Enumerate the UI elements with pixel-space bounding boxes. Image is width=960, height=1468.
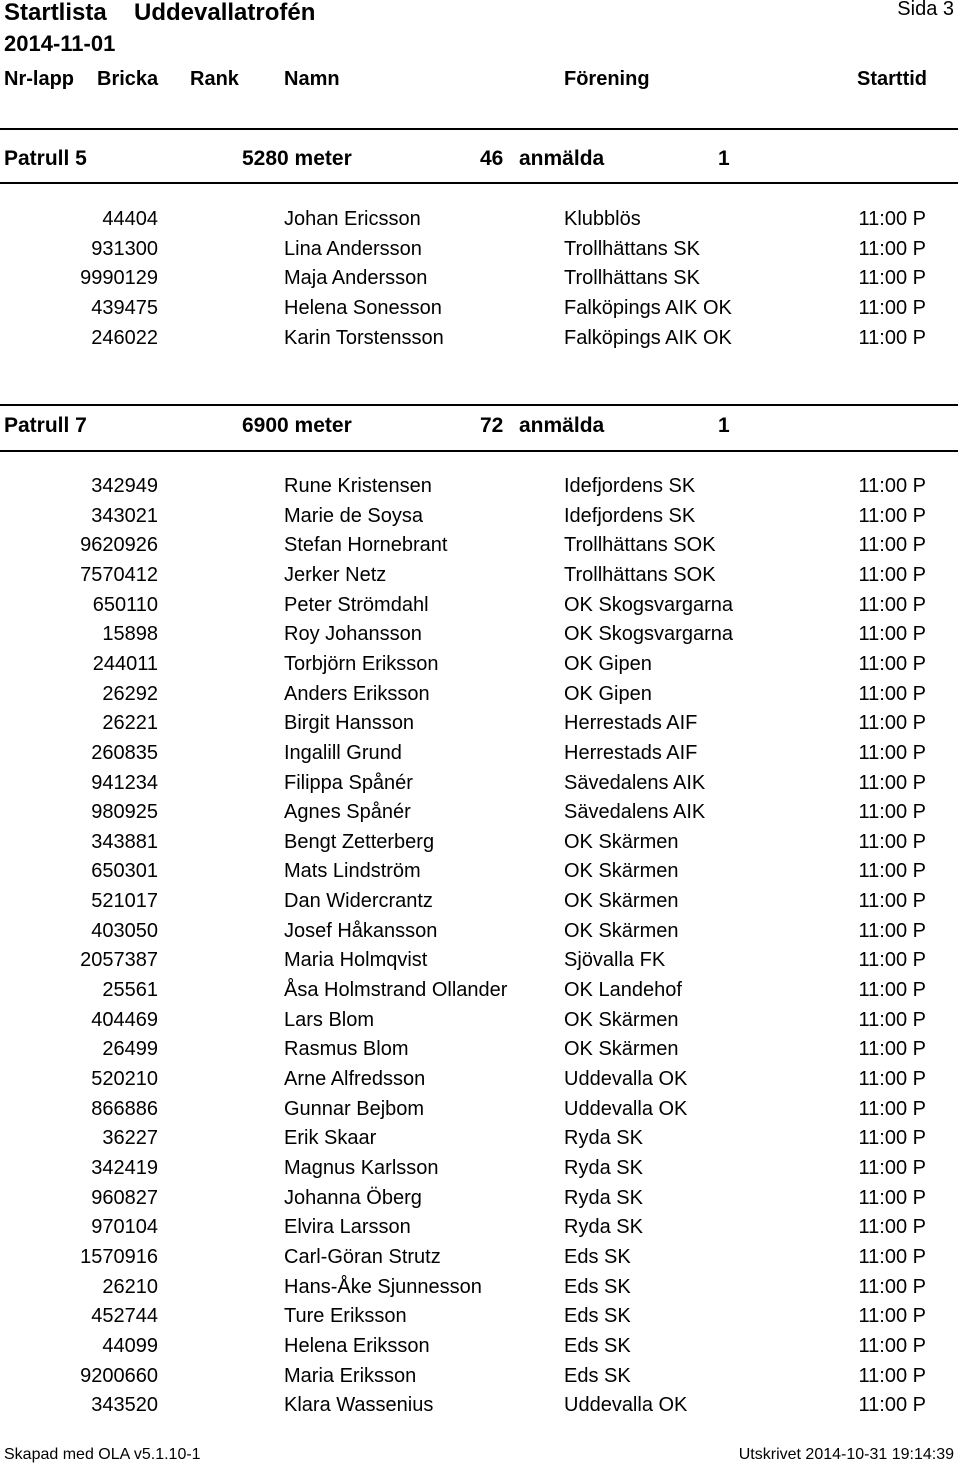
start-time: 11:00 P (858, 1364, 926, 1387)
bib-number: 260835 (91, 741, 158, 764)
table-row (0, 235, 960, 265)
bib-number: 26221 (102, 712, 158, 735)
start-time: 11:00 P (858, 297, 926, 320)
table-row (0, 946, 960, 976)
runner-name: Elvira Larsson (284, 1216, 411, 1239)
table-row (0, 502, 960, 532)
report-title: Startlista (4, 0, 107, 26)
bib-number: 521017 (91, 890, 158, 913)
runner-name: Maria Eriksson (284, 1364, 417, 1387)
col-header-bricka: Bricka (97, 68, 159, 90)
section-top-rule (0, 128, 958, 130)
runner-name: Johanna Öberg (284, 1186, 422, 1209)
start-time: 11:00 P (858, 267, 926, 290)
start-time: 11:00 P (858, 1275, 926, 1298)
club-name: Uddevalla OK (564, 1097, 688, 1120)
table-row (0, 205, 960, 235)
start-time: 11:00 P (858, 504, 926, 527)
runner-name: Lina Andersson (284, 237, 422, 260)
table-row (0, 324, 960, 354)
bib-number: 9620926 (80, 534, 158, 557)
bib-number: 15898 (102, 623, 158, 646)
bib-number: 343881 (91, 830, 158, 853)
bib-number: 26292 (102, 682, 158, 705)
bib-number: 26499 (102, 1038, 158, 1061)
runner-name: Mats Lindström (284, 860, 421, 883)
col-header-start: Starttid (857, 68, 927, 90)
table-row (0, 1213, 960, 1243)
club-name: Falköpings AIK OK (564, 297, 732, 320)
bib-number: 439475 (91, 297, 158, 320)
section-entries-count: 46 (480, 147, 504, 170)
bib-number: 9200660 (80, 1364, 158, 1387)
section-bottom-rule (0, 450, 958, 452)
club-name: Sävedalens AIK (564, 771, 706, 794)
event-date: 2014-11-01 (4, 31, 116, 56)
club-name: OK Skärmen (564, 919, 679, 942)
club-name: Idefjordens SK (564, 475, 696, 497)
club-name: OK Skärmen (564, 1038, 679, 1061)
section-class: Patrull 7 (4, 414, 87, 437)
table-row (0, 857, 960, 887)
start-time: 11:00 P (858, 830, 926, 853)
runner-name: Erik Skaar (284, 1127, 377, 1150)
runner-name: Stefan Hornebrant (284, 534, 448, 557)
bib-number: 7570412 (80, 563, 158, 586)
table-row (0, 1332, 960, 1362)
table-row (0, 709, 960, 739)
bib-number: 404469 (91, 1008, 158, 1031)
section-entries-count: 72 (480, 414, 504, 437)
bib-number: 960827 (91, 1186, 158, 1209)
club-name: Trollhättans SK (564, 237, 700, 260)
table-row (0, 1362, 960, 1392)
runner-name: Helena Sonesson (284, 297, 442, 320)
runner-name: Ingalill Grund (284, 741, 402, 764)
club-name: OK Skärmen (564, 860, 679, 883)
club-name: Ryda SK (564, 1216, 643, 1239)
start-time: 11:00 P (858, 801, 926, 824)
club-name: Sjövalla FK (564, 949, 666, 972)
table-row (0, 1184, 960, 1214)
bib-number: 44404 (102, 208, 158, 230)
club-name: OK Skogsvargarna (564, 623, 733, 646)
club-name: Eds SK (564, 1245, 631, 1268)
club-name: OK Landehof (564, 979, 682, 1002)
table-row (0, 828, 960, 858)
table-row (0, 620, 960, 650)
bib-number: 970104 (91, 1216, 158, 1239)
table-row (0, 472, 960, 502)
table-row (0, 264, 960, 294)
club-name: Ryda SK (564, 1127, 643, 1150)
start-time: 11:00 P (858, 208, 926, 230)
club-name: Idefjordens SK (564, 504, 696, 527)
club-name: Trollhättans SOK (564, 534, 716, 557)
club-name: OK Gipen (564, 652, 652, 675)
section-distance: 6900 meter (242, 414, 352, 437)
start-time: 11:00 P (858, 623, 926, 646)
runner-name: Marie de Soysa (284, 504, 423, 527)
footer-printed-at: Utskrivet 2014-10-31 19:14:39 (738, 1446, 954, 1463)
table-row (0, 591, 960, 621)
club-name: Herrestads AIF (564, 741, 698, 764)
runner-name: Peter Strömdahl (284, 593, 429, 616)
runner-name: Carl-Göran Strutz (284, 1245, 441, 1268)
runner-name: Ture Eriksson (284, 1305, 407, 1328)
table-row (0, 1065, 960, 1095)
col-header-name: Namn (284, 68, 340, 90)
footer-created-with: Skapad med OLA v5.1.10-1 (4, 1446, 201, 1463)
runner-name: Arne Alfredsson (284, 1068, 426, 1090)
table-row (0, 1302, 960, 1332)
table-row (0, 294, 960, 324)
bib-number: 25561 (102, 979, 158, 1002)
start-time: 11:00 P (858, 1156, 926, 1179)
runner-name: Karin Torstensson (284, 326, 444, 349)
table-row (0, 976, 960, 1006)
runner-name: Johan Ericsson (284, 208, 421, 230)
runner-name: Åsa Holmstrand Ollander (284, 979, 508, 1002)
runner-name: Agnes Spånér (284, 801, 411, 824)
club-name: Eds SK (564, 1334, 631, 1357)
club-name: Eds SK (564, 1275, 631, 1298)
section-top-rule (0, 404, 958, 406)
bib-number: 980925 (91, 801, 158, 824)
runner-name: Torbjörn Eriksson (284, 652, 439, 675)
start-time: 11:00 P (858, 682, 926, 705)
club-name: Falköpings AIK OK (564, 326, 732, 349)
table-row (0, 917, 960, 947)
start-time: 11:00 P (858, 1394, 926, 1417)
table-row (0, 1154, 960, 1184)
start-time: 11:00 P (858, 1245, 926, 1268)
section-entries-label: anmälda (519, 147, 605, 170)
club-name: OK Skärmen (564, 1008, 679, 1031)
start-time: 11:00 P (858, 1334, 926, 1357)
runner-name: Roy Johansson (284, 623, 422, 646)
table-row (0, 1243, 960, 1273)
bib-number: 246022 (91, 326, 158, 349)
bib-number: 866886 (91, 1097, 158, 1120)
bib-number: 9990129 (80, 267, 158, 290)
club-name: Trollhättans SK (564, 267, 700, 290)
bib-number: 343021 (91, 504, 158, 527)
start-time: 11:00 P (858, 237, 926, 260)
table-row (0, 1124, 960, 1154)
table-row (0, 650, 960, 680)
runner-name: Rune Kristensen (284, 475, 432, 497)
runner-name: Magnus Karlsson (284, 1156, 439, 1179)
club-name: Uddevalla OK (564, 1068, 688, 1090)
runner-name: Rasmus Blom (284, 1038, 409, 1061)
runner-name: Gunnar Bejbom (284, 1097, 425, 1120)
club-name: Uddevalla OK (564, 1394, 688, 1417)
event-name: Uddevallatrofén (134, 0, 316, 26)
start-time: 11:00 P (858, 326, 926, 349)
table-row (0, 739, 960, 769)
col-header-club: Förening (564, 68, 650, 90)
start-time: 11:00 P (858, 1216, 926, 1239)
start-time: 11:00 P (858, 860, 926, 883)
table-row (0, 1095, 960, 1125)
section-extra: 1 (718, 147, 730, 170)
table-row (0, 887, 960, 917)
table-row (0, 561, 960, 591)
start-time: 11:00 P (858, 1068, 926, 1090)
club-name: Eds SK (564, 1305, 631, 1328)
col-header-rank: Rank (190, 68, 239, 90)
start-time: 11:00 P (858, 534, 926, 557)
club-name: Klubblös (564, 208, 641, 230)
start-time: 11:00 P (858, 949, 926, 972)
bib-number: 941234 (91, 771, 158, 794)
page-number: Sida 3 (897, 0, 954, 20)
bib-number: 342949 (91, 475, 158, 497)
section-entries-label: anmälda (519, 414, 605, 437)
bib-number: 343520 (91, 1394, 158, 1417)
runner-name: Birgit Hansson (284, 712, 415, 735)
bib-number: 2057387 (80, 949, 158, 972)
bib-number: 44099 (102, 1334, 158, 1357)
table-row (0, 1391, 960, 1421)
start-time: 11:00 P (858, 1097, 926, 1120)
start-time: 11:00 P (858, 1186, 926, 1209)
start-time: 11:00 P (858, 771, 926, 794)
section-distance: 5280 meter (242, 147, 352, 170)
runner-name: Josef Håkansson (284, 919, 438, 942)
section-bottom-rule (0, 182, 958, 184)
club-name: OK Skärmen (564, 890, 679, 913)
bib-number: 36227 (102, 1127, 158, 1150)
bib-number: 26210 (102, 1275, 158, 1298)
start-time: 11:00 P (858, 890, 926, 913)
table-row (0, 680, 960, 710)
runner-name: Anders Eriksson (284, 682, 430, 705)
bib-number: 931300 (91, 237, 158, 260)
start-time: 11:00 P (858, 741, 926, 764)
bib-number: 342419 (91, 1156, 158, 1179)
table-row (0, 1035, 960, 1065)
runner-name: Dan Widercrantz (284, 890, 433, 913)
col-header-nr: Nr-lapp (4, 68, 74, 90)
table-row (0, 1006, 960, 1036)
start-time: 11:00 P (858, 712, 926, 735)
start-time: 11:00 P (858, 919, 926, 942)
club-name: Eds SK (564, 1364, 631, 1387)
club-name: Ryda SK (564, 1156, 643, 1179)
club-name: OK Skogsvargarna (564, 593, 733, 616)
bib-number: 650301 (91, 860, 158, 883)
runner-name: Hans-Åke Sjunnesson (284, 1275, 482, 1298)
bib-number: 244011 (92, 652, 158, 675)
start-time: 11:00 P (858, 475, 926, 497)
start-time: 11:00 P (858, 652, 926, 675)
start-time: 11:00 P (858, 979, 926, 1002)
bib-number: 452744 (91, 1305, 158, 1328)
club-name: Sävedalens AIK (564, 801, 706, 824)
club-name: Ryda SK (564, 1186, 643, 1209)
runner-name: Jerker Netz (284, 563, 387, 586)
club-name: Herrestads AIF (564, 712, 698, 735)
runner-name: Bengt Zetterberg (284, 830, 435, 853)
bib-number: 1570916 (80, 1245, 158, 1268)
club-name: Trollhättans SOK (564, 563, 716, 586)
table-row (0, 531, 960, 561)
start-time: 11:00 P (858, 1305, 926, 1328)
start-time: 11:00 P (858, 563, 926, 586)
bib-number: 403050 (91, 919, 158, 942)
table-row (0, 798, 960, 828)
bib-number: 520210 (91, 1068, 158, 1090)
section-extra: 1 (718, 414, 730, 437)
club-name: OK Skärmen (564, 830, 679, 853)
runner-name: Filippa Spånér (284, 771, 413, 794)
start-time: 11:00 P (858, 593, 926, 616)
runner-name: Helena Eriksson (284, 1334, 430, 1357)
start-time: 11:00 P (858, 1038, 926, 1061)
runner-name: Klara Wassenius (284, 1394, 434, 1417)
club-name: OK Gipen (564, 682, 652, 705)
start-time: 11:00 P (858, 1127, 926, 1150)
bib-number: 650110 (92, 593, 158, 616)
runner-name: Maria Holmqvist (284, 949, 428, 972)
runner-name: Lars Blom (284, 1008, 375, 1031)
table-row (0, 1273, 960, 1303)
section-class: Patrull 5 (4, 147, 87, 170)
runner-name: Maja Andersson (284, 267, 428, 290)
start-time: 11:00 P (858, 1008, 926, 1031)
table-row (0, 769, 960, 799)
